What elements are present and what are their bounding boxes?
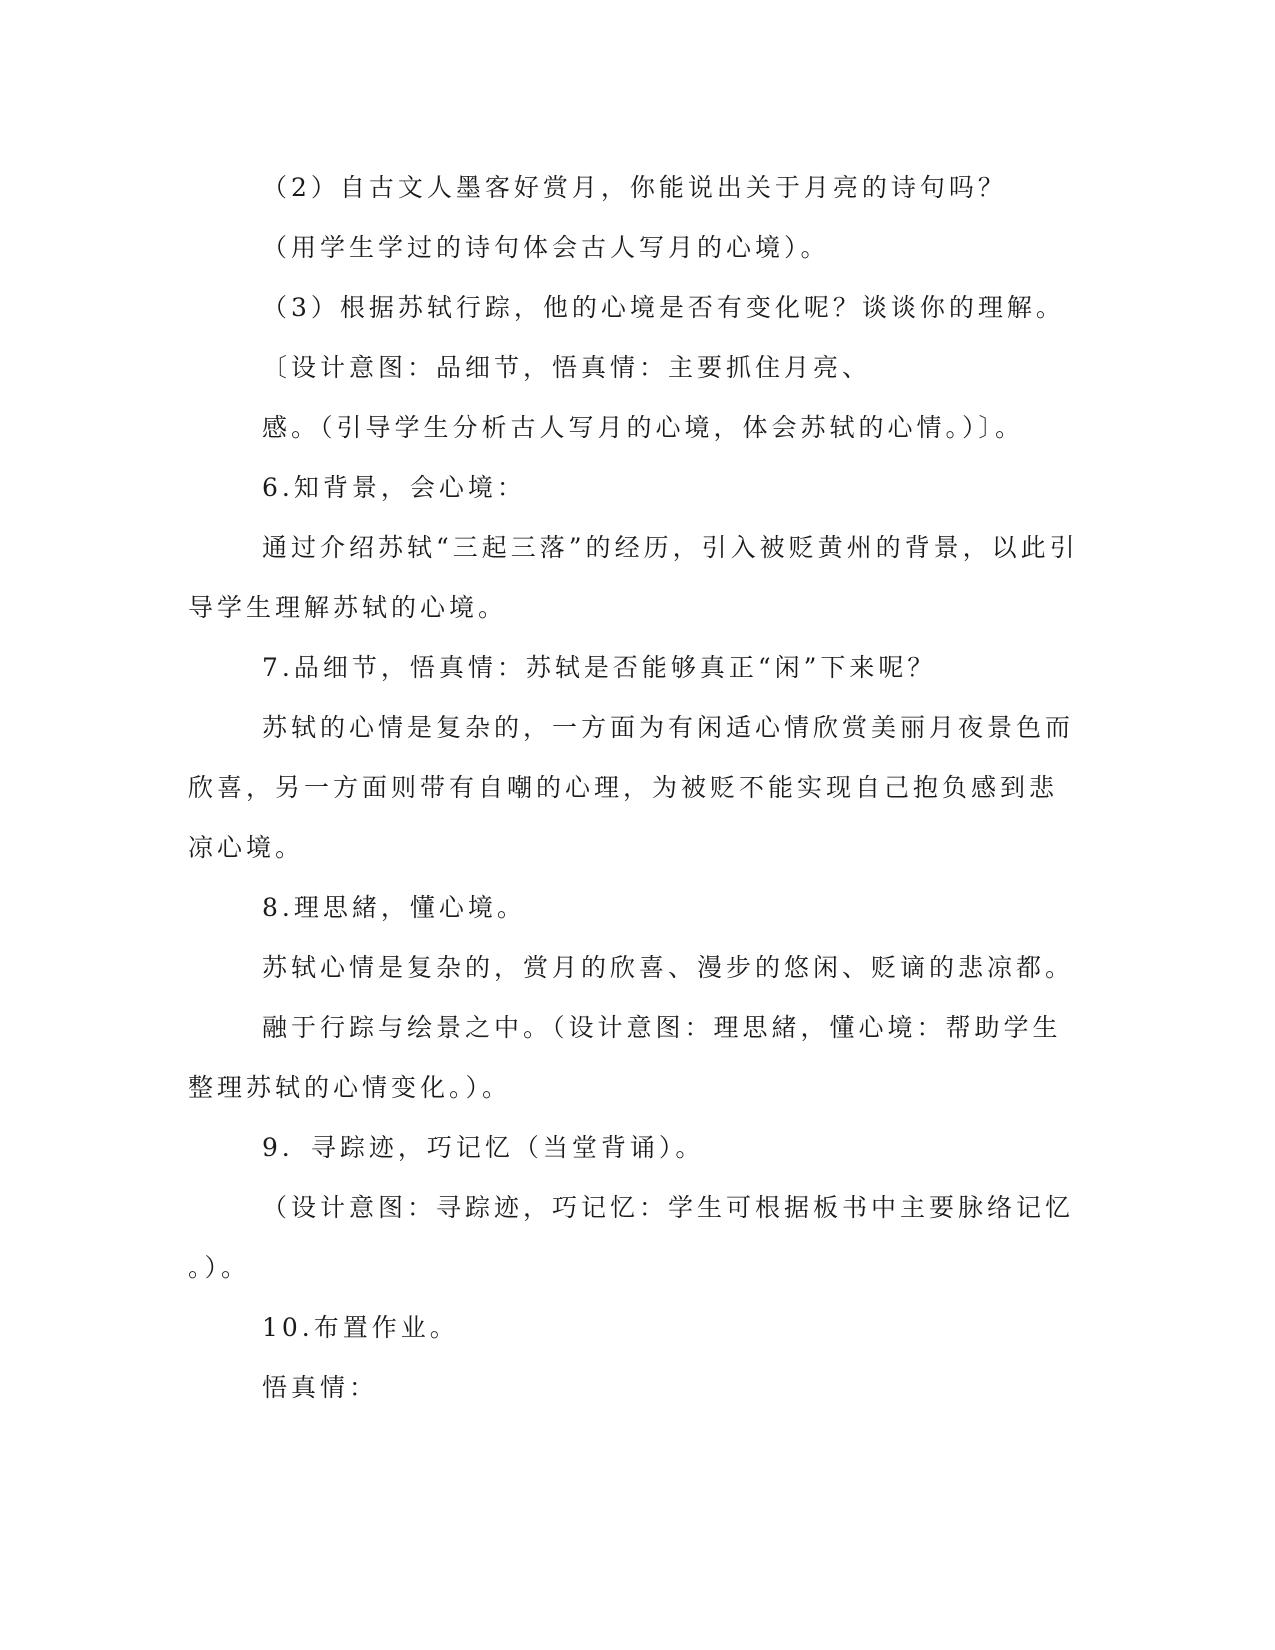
- section-heading: 7.品细节，悟真情：苏轼是否能够真正“闲”下来呢？: [262, 653, 937, 682]
- text-line: （2）自古文人墨客好赏月，你能说出关于月亮的诗句吗？: [262, 173, 1007, 202]
- section-heading: 10.布置作业。: [262, 1313, 459, 1342]
- text-line: 。）。: [188, 1253, 251, 1282]
- text-line: （用学生学过的诗句体会古人写月的心境）。: [262, 233, 830, 262]
- section-heading: 8.理思緒，懂心境。: [262, 893, 526, 922]
- text-line: （设计意图：寻踪迹，巧记忆：学生可根据板书中主要脉络记忆: [262, 1193, 1075, 1222]
- text-line: 融于行踪与绘景之中。（设计意图：理思緒，懂心境：帮助学生: [262, 1013, 1062, 1042]
- text-line: 苏轼心情是复杂的，赏月的欣喜、漫步的悠闲、贬谪的悲凉都。: [262, 953, 1075, 982]
- section-heading: 9．寻踪迹，巧记忆（当堂背诵）。: [262, 1133, 705, 1162]
- text-line: 感。（引导学生分析古人写月的心境，体会苏轼的心情。）〕。: [262, 413, 1025, 442]
- text-line: 导学生理解苏轼的心境。: [188, 593, 508, 622]
- section-heading: 6.知背景，会心境：: [262, 473, 526, 502]
- text-line: 苏轼的心情是复杂的，一方面为有闲适心情欣赏美丽月夜景色而: [262, 713, 1075, 742]
- text-line: 悟真情：: [262, 1373, 379, 1402]
- text-line: 凉心境。: [188, 833, 305, 862]
- text-line: 〔设计意图：品细节，悟真情：主要抓住月亮、: [262, 353, 872, 382]
- text-line: （3）根据苏轼行踪，他的心境是否有变化呢？谈谈你的理解。: [262, 293, 1065, 322]
- text-line: 欣喜，另一方面则带有自嘲的心理，为被贬不能实现自己抱负感到悲: [188, 773, 1059, 802]
- text-line: 整理苏轼的心情变化。）。: [188, 1073, 512, 1102]
- text-line: 通过介绍苏轼“三起三落”的经历，引入被贬黄州的背景，以此引: [262, 533, 1079, 562]
